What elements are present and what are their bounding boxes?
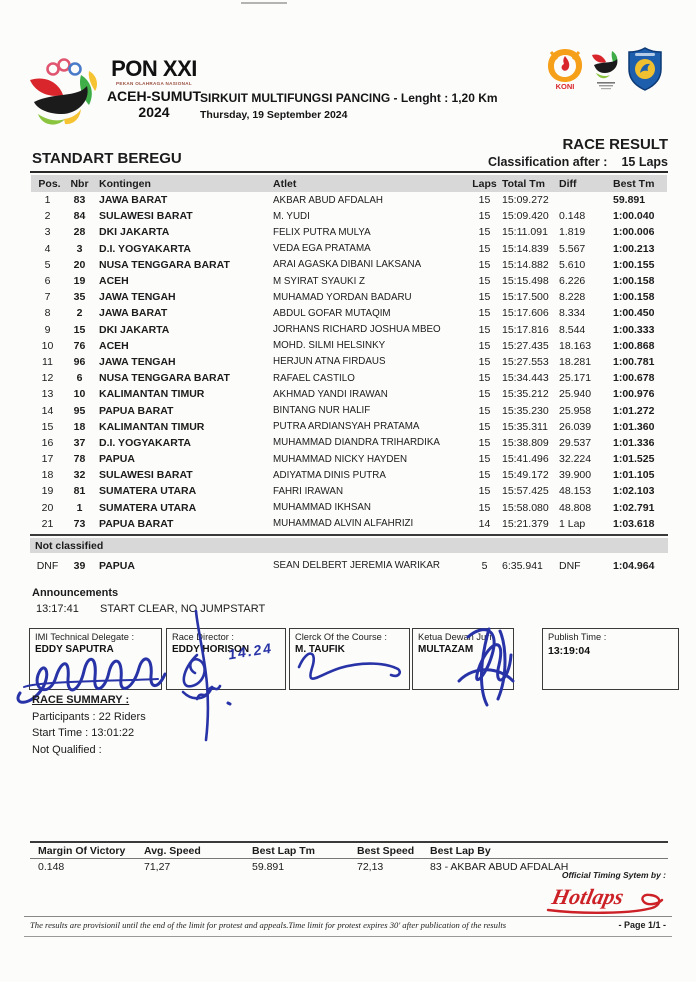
cell-nbr: 1 <box>76 501 83 514</box>
table-row <box>31 435 667 451</box>
dnf-row <box>31 557 667 574</box>
cell-nbr: 35 <box>73 291 86 304</box>
cell-pos: 17 <box>41 453 54 466</box>
footer-rule <box>24 936 672 937</box>
cell-pos: 18 <box>41 469 54 482</box>
cell-atlet: MUHAMMAD IKHSAN <box>273 502 371 514</box>
cell-pos: 16 <box>41 436 54 449</box>
table-row <box>31 402 667 418</box>
column-header-best: Best Tm <box>613 177 655 190</box>
results-table-header <box>31 175 667 192</box>
stat-label: Best Lap By <box>430 845 491 857</box>
cell-kontingen: KALIMANTAN TIMUR <box>99 420 205 433</box>
dnf-cell-laps: 5 <box>481 559 488 572</box>
official-name: EDDY SAPUTRA <box>35 644 114 655</box>
cell-total: 15:35.212 <box>502 388 549 401</box>
cell-total: 15:41.496 <box>502 453 549 466</box>
cell-pos: 7 <box>44 291 51 304</box>
column-header-pos: Pos. <box>38 177 61 190</box>
cell-kontingen: PAPUA <box>99 453 135 466</box>
cell-pos: 8 <box>44 307 51 320</box>
cell-diff: 25.958 <box>559 404 592 417</box>
table-row <box>31 257 667 273</box>
cell-best: 1:00.333 <box>613 323 655 336</box>
cell-best: 1:00.450 <box>613 307 655 320</box>
cell-laps: 15 <box>478 339 491 352</box>
cell-total: 15:27.553 <box>502 355 549 368</box>
cell-nbr: 32 <box>73 469 86 482</box>
column-header-kontingen: Kontingen <box>99 177 151 190</box>
table-row <box>31 483 667 499</box>
cell-best: 1:01.360 <box>613 420 655 433</box>
cell-atlet: ABDUL GOFAR MUTAQIM <box>273 307 391 319</box>
cell-laps: 15 <box>478 226 491 239</box>
cell-best: 1:00.781 <box>613 355 655 368</box>
cell-best: 1:00.158 <box>613 291 655 304</box>
cell-laps: 15 <box>478 258 491 271</box>
footer-page-number: - Page 1/1 - <box>618 920 666 930</box>
announcements-label: Announcements <box>32 587 119 599</box>
cell-total: 15:57.425 <box>502 485 549 498</box>
footer-disclaimer: The results are provisionil until the end of the limit for protest and appeals.Time limit for protest expires 30' after publication of the results <box>30 920 507 930</box>
official-role: Ketua Dewan Juri <box>418 632 492 642</box>
logo-year: 2024 <box>138 103 170 120</box>
cell-nbr: 3 <box>76 242 83 255</box>
dnf-cell-best: 1:04.964 <box>613 559 655 572</box>
cell-laps: 15 <box>478 355 491 368</box>
announcement-message: START CLEAR, NO JUMPSTART <box>100 603 266 615</box>
cell-nbr: 2 <box>76 307 83 320</box>
cell-nbr: 19 <box>73 275 86 288</box>
cell-total: 15:38.809 <box>502 436 549 449</box>
imi-shield-logo <box>627 47 663 96</box>
cell-atlet: MUHAMMAD ALVIN ALFAHRIZI <box>273 518 414 530</box>
dnf-cell-pos: DNF <box>36 559 59 572</box>
cell-kontingen: D.I. YOGYAKARTA <box>99 242 191 255</box>
cell-total: 15:27.435 <box>502 339 549 352</box>
cell-kontingen: SULAWESI BARAT <box>99 210 193 223</box>
pon-xxi-small-logo <box>590 47 622 96</box>
cell-best: 59.891 <box>613 194 646 207</box>
logo-title: PON XXI <box>111 56 197 81</box>
race-summary-title: RACE SUMMARY : <box>32 694 130 706</box>
cell-kontingen: NUSA TENGGARA BARAT <box>99 372 230 385</box>
cell-nbr: 28 <box>73 226 86 239</box>
cell-total: 15:11.091 <box>502 226 548 239</box>
official-name: EDDY HORISON <box>172 644 250 655</box>
dnf-cell-diff: DNF <box>559 559 581 572</box>
organization-logos <box>545 47 663 96</box>
pon-xxi-bird-logo <box>28 56 102 141</box>
race-summary-participants: Participants : 22 Riders <box>32 710 146 723</box>
title-rule <box>30 171 668 173</box>
cell-best: 1:02.791 <box>613 501 655 514</box>
column-header-diff: Diff <box>559 177 577 190</box>
footer-rule <box>24 916 672 917</box>
classification-line <box>488 155 668 169</box>
cell-best: 1:00.213 <box>613 242 655 255</box>
cell-kontingen: JAWA BARAT <box>99 194 168 207</box>
cell-diff: 26.039 <box>559 420 592 433</box>
cell-best: 1:00.976 <box>613 388 655 401</box>
cell-atlet: MUHAMMAD DIANDRA TRIHARDIKA <box>273 437 440 449</box>
logo-subtitle: PEKAN OLAHRAGA NASIONAL <box>116 81 192 86</box>
stat-label: Best Speed <box>357 845 415 857</box>
cell-diff: 1 Lap <box>559 517 586 530</box>
cell-total: 15:17.500 <box>502 291 549 304</box>
table-row <box>31 500 667 516</box>
cell-pos: 11 <box>42 355 53 368</box>
cell-laps: 14 <box>478 517 491 530</box>
cell-total: 15:14.882 <box>502 258 549 271</box>
table-row <box>31 370 667 386</box>
cell-nbr: 18 <box>73 420 86 433</box>
cell-diff: 18.281 <box>559 355 592 368</box>
cell-total: 15:09.420 <box>502 210 549 223</box>
cell-diff: 8.544 <box>559 323 586 336</box>
cell-laps: 15 <box>478 242 491 255</box>
cell-pos: 20 <box>41 501 54 514</box>
cell-kontingen: DKI JAKARTA <box>99 226 170 239</box>
race-summary-start-time: Start Time : 13:01:22 <box>32 727 135 739</box>
table-row <box>31 305 667 321</box>
table-row <box>31 467 667 483</box>
cell-pos: 21 <box>41 517 54 530</box>
cell-laps: 15 <box>478 307 491 320</box>
hotlaps-logo-text: Hotlaps <box>549 884 626 909</box>
official-box-race-director <box>166 628 286 690</box>
publish-time-box <box>542 628 679 690</box>
cell-diff: 48.808 <box>559 501 592 514</box>
cell-laps: 15 <box>478 323 491 336</box>
official-role: Race Director : <box>172 632 234 642</box>
cell-laps: 15 <box>478 501 491 514</box>
cell-pos: 3 <box>44 226 51 239</box>
official-box-ketua-dewan-juri <box>412 628 514 690</box>
cell-best: 1:00.158 <box>613 275 655 288</box>
table-row <box>31 273 667 289</box>
column-header-atlet: Atlet <box>273 177 297 190</box>
cell-laps: 15 <box>478 453 491 466</box>
cell-total: 15:34.443 <box>502 372 549 385</box>
logo-text-block <box>100 58 208 119</box>
cell-laps: 15 <box>478 291 491 304</box>
cell-atlet: ARAI AGASKA DIBANI LAKSANA <box>273 259 422 271</box>
cell-laps: 15 <box>478 372 491 385</box>
stat-label: Margin Of Victory <box>38 845 126 857</box>
cell-nbr: 37 <box>73 436 86 449</box>
cell-laps: 15 <box>478 210 491 223</box>
results-table-body <box>31 192 667 532</box>
cell-best: 1:00.006 <box>613 226 655 239</box>
cell-nbr: 10 <box>73 388 86 401</box>
cell-kontingen: PAPUA BARAT <box>99 404 174 417</box>
dnf-cell-nbr: 39 <box>73 559 86 572</box>
cell-pos: 4 <box>44 242 51 255</box>
classification-label: Classification after : <box>487 155 608 169</box>
race-summary <box>32 692 146 758</box>
cell-diff: 48.153 <box>559 485 592 498</box>
cell-atlet: M. YUDI <box>273 210 310 222</box>
cell-laps: 15 <box>478 404 491 417</box>
cell-kontingen: ACEH <box>99 339 129 352</box>
column-header-laps: Laps <box>472 177 497 190</box>
cell-laps: 15 <box>478 469 491 482</box>
cell-total: 15:15.498 <box>502 275 549 288</box>
dnf-cell-total: 6:35.941 <box>502 559 543 572</box>
stat-value: 83 - AKBAR ABUD AFDALAH <box>430 861 569 873</box>
cell-laps: 15 <box>478 420 491 433</box>
not-classified-rule <box>30 534 668 536</box>
cell-total: 15:35.230 <box>502 404 549 417</box>
cell-diff: 29.537 <box>559 436 592 449</box>
cell-kontingen: KALIMANTAN TIMUR <box>99 388 205 401</box>
table-row <box>31 192 667 208</box>
cell-atlet: VEDA EGA PRATAMA <box>273 243 371 255</box>
cell-best: 1:01.272 <box>613 404 655 417</box>
cell-best: 1:00.678 <box>613 372 655 385</box>
cell-pos: 13 <box>41 388 54 401</box>
column-header-nbr: Nbr <box>70 177 89 190</box>
handwritten-note: 14.24 <box>227 639 275 663</box>
cell-total: 15:17.816 <box>502 323 549 336</box>
timing-system-label: Official Timing Sytem by : <box>561 870 666 880</box>
official-role: IMI Technical Delegate : <box>35 632 135 642</box>
stat-label: Avg. Speed <box>144 845 201 857</box>
cell-diff: 18.163 <box>559 339 592 352</box>
cell-best: 1:01.525 <box>613 453 655 466</box>
column-header-total: Total Tm <box>502 177 545 190</box>
cell-kontingen: DKI JAKARTA <box>99 323 170 336</box>
cell-nbr: 76 <box>73 339 86 352</box>
cell-pos: 1 <box>44 194 51 207</box>
cell-kontingen: D.I. YOGYAKARTA <box>99 436 191 449</box>
dnf-cell-kontingen: PAPUA <box>99 559 135 572</box>
official-role: Clerck Of the Course : <box>295 632 387 642</box>
official-name: M. TAUFIK <box>295 644 345 655</box>
cell-pos: 15 <box>41 420 54 433</box>
announcement-time: 13:17:41 <box>36 603 79 615</box>
cell-diff: 25.171 <box>559 372 592 385</box>
cell-kontingen: PAPUA BARAT <box>99 517 174 530</box>
cell-pos: 5 <box>44 258 51 271</box>
official-name: MULTAZAM <box>418 644 474 655</box>
cell-laps: 15 <box>478 485 491 498</box>
cell-atlet: FAHRI IRAWAN <box>273 485 344 497</box>
cell-atlet: BINTANG NUR HALIF <box>273 405 371 417</box>
cell-diff: 39.900 <box>559 469 592 482</box>
official-box-technical-delegate <box>29 628 162 690</box>
cell-nbr: 84 <box>73 210 86 223</box>
table-row <box>31 419 667 435</box>
race-summary-not-qualified: Not Qualified : <box>32 743 102 756</box>
publish-time-value: 13:19:04 <box>548 645 591 657</box>
category-title: STANDART BEREGU <box>32 150 182 167</box>
cell-atlet: MUHAMAD YORDAN BADARU <box>273 291 412 303</box>
cell-total: 15:35.311 <box>502 420 548 433</box>
table-row <box>31 289 667 305</box>
cell-kontingen: JAWA TENGAH <box>99 291 176 304</box>
event-date: Thursday, 19 September 2024 <box>200 109 348 121</box>
cell-diff: 5.567 <box>559 242 586 255</box>
cell-laps: 15 <box>478 388 491 401</box>
cell-diff: 5.610 <box>559 258 586 271</box>
cell-atlet: HERJUN ATNA FIRDAUS <box>273 356 386 368</box>
cell-pos: 2 <box>44 210 51 223</box>
cell-kontingen: NUSA TENGGARA BARAT <box>99 258 230 271</box>
cell-pos: 14 <box>41 404 54 417</box>
table-row <box>31 451 667 467</box>
cell-nbr: 95 <box>73 404 86 417</box>
table-row <box>31 322 667 338</box>
publish-time-label: Publish Time : <box>548 632 607 642</box>
cell-kontingen: SUMATERA UTARA <box>99 485 197 498</box>
not-classified-label: Not classified <box>35 539 104 552</box>
cell-nbr: 83 <box>73 194 86 207</box>
cell-diff: 32.224 <box>559 453 592 466</box>
stat-value: 59.891 <box>252 861 285 873</box>
cell-kontingen: SUMATERA UTARA <box>99 501 197 514</box>
cell-diff: 6.226 <box>559 275 586 288</box>
cell-total: 15:14.839 <box>502 242 549 255</box>
cell-kontingen: ACEH <box>99 275 129 288</box>
cell-pos: 6 <box>44 275 51 288</box>
cell-best: 1:02.103 <box>613 485 655 498</box>
cell-pos: 12 <box>41 372 54 385</box>
event-info <box>200 91 498 121</box>
logo-region: ACEH-SUMUT <box>106 87 202 104</box>
race-stats-labels <box>30 841 668 859</box>
not-classified-bar <box>30 538 668 553</box>
table-row <box>31 386 667 402</box>
koni-logo <box>545 47 585 96</box>
cell-pos: 9 <box>44 323 51 336</box>
cell-diff: 1.819 <box>559 226 586 239</box>
cell-nbr: 6 <box>76 372 83 385</box>
race-stats <box>30 841 668 873</box>
cell-laps: 15 <box>478 194 491 207</box>
cell-diff: 8.228 <box>559 291 586 304</box>
cell-laps: 15 <box>478 275 491 288</box>
table-row <box>31 354 667 370</box>
table-row <box>31 224 667 240</box>
cell-atlet: FELIX PUTRA MULYA <box>273 226 371 238</box>
cell-atlet: RAFAEL CASTILO <box>273 372 355 384</box>
cell-pos: 10 <box>41 339 54 352</box>
cell-atlet: JORHANS RICHARD JOSHUA MBEO <box>273 324 441 336</box>
koni-logo-text: KONI <box>555 82 575 91</box>
cell-kontingen: JAWA TENGAH <box>99 355 176 368</box>
cell-best: 1:00.040 <box>613 210 655 223</box>
cell-nbr: 96 <box>73 355 86 368</box>
cell-diff: 0.148 <box>559 210 586 223</box>
cell-atlet: MOHD. SILMI HELSINKY <box>273 340 386 352</box>
cell-best: 1:03.618 <box>613 517 655 530</box>
cell-atlet: PUTRA ARDIANSYAH PRATAMA <box>273 421 420 433</box>
cell-pos: 19 <box>41 485 54 498</box>
cell-atlet: MUHAMMAD NICKY HAYDEN <box>273 453 408 465</box>
cell-diff: 8.334 <box>559 307 586 320</box>
stat-value: 72,13 <box>357 861 384 873</box>
cell-best: 1:01.336 <box>613 436 655 449</box>
race-result-title: RACE RESULT <box>562 136 668 153</box>
cell-nbr: 73 <box>73 517 86 530</box>
cell-nbr: 15 <box>73 323 86 336</box>
cell-nbr: 78 <box>73 453 86 466</box>
cell-atlet: ADIYATMA DINIS PUTRA <box>273 469 386 481</box>
hotlaps-logo <box>540 880 668 921</box>
cell-total: 15:21.379 <box>502 517 549 530</box>
stat-value: 71,27 <box>144 861 171 873</box>
cell-total: 15:58.080 <box>502 501 549 514</box>
cell-atlet: M SYIRAT SYAUKI Z <box>273 275 365 287</box>
cell-best: 1:00.868 <box>613 339 655 352</box>
cell-total: 15:09.272 <box>502 194 549 207</box>
cell-best: 1:00.155 <box>613 258 655 271</box>
cell-atlet: AKBAR ABUD AFDALAH <box>273 194 383 206</box>
table-row <box>31 241 667 257</box>
stat-label: Best Lap Tm <box>252 845 316 857</box>
scan-artifact <box>241 2 287 4</box>
classification-value: 15 Laps <box>621 155 668 169</box>
stat-value: 0.148 <box>38 861 65 873</box>
cell-nbr: 81 <box>73 485 86 498</box>
official-box-clerk-of-course <box>289 628 410 690</box>
cell-kontingen: SULAWESI BARAT <box>99 469 193 482</box>
cell-kontingen: JAWA BARAT <box>99 307 168 320</box>
dnf-cell-atlet: SEAN DELBERT JEREMIA WARIKAR <box>273 560 440 571</box>
table-row <box>31 338 667 354</box>
table-row <box>31 208 667 224</box>
cell-diff: 25.940 <box>559 388 592 401</box>
cell-best: 1:01.105 <box>613 469 655 482</box>
cell-total: 15:49.172 <box>502 469 549 482</box>
cell-atlet: AKHMAD YANDI IRAWAN <box>273 388 388 400</box>
cell-nbr: 20 <box>73 258 86 271</box>
table-row <box>31 516 667 532</box>
cell-total: 15:17.606 <box>502 307 549 320</box>
event-title: SIRKUIT MULTIFUNGSI PANCING - Lenght : 1,20 Km <box>200 91 498 105</box>
cell-laps: 15 <box>478 436 491 449</box>
